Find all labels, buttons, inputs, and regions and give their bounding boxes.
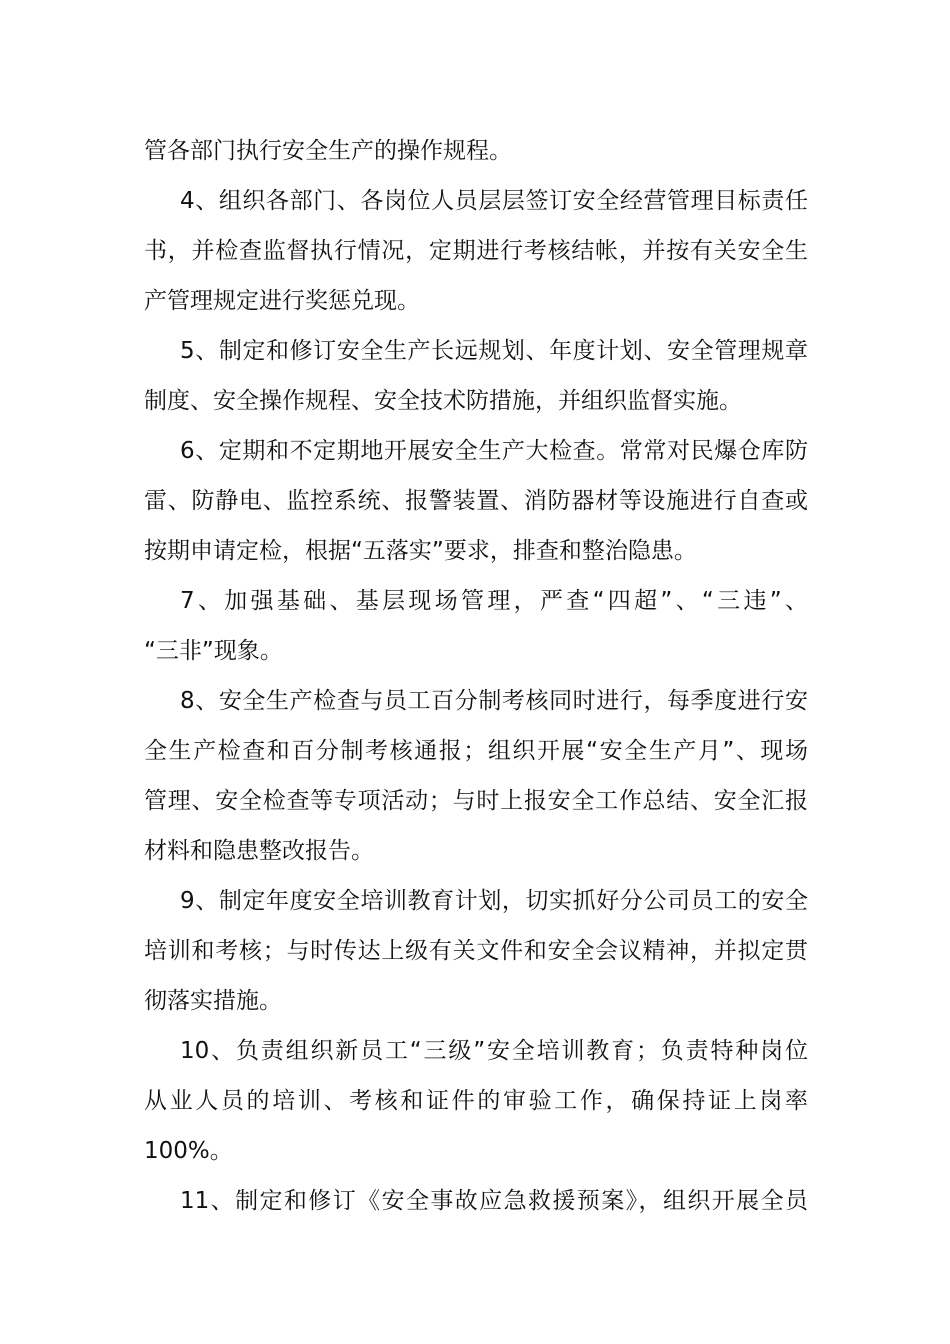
text-line: 产管理规定进行奖惩兑现。 (144, 288, 420, 314)
text-line: 8、安全生产检查与员工百分制考核同时进行，每季度进行安 (180, 688, 808, 714)
text-line: 9、制定年度安全培训教育计划，切实抓好分公司员工的安全 (180, 888, 808, 914)
text-line: 书，并检查监督执行情况，定期进行考核结帐，并按有关安全生 (144, 238, 808, 264)
document-body (144, 126, 808, 1226)
text-line: 雷、防静电、监控系统、报警装置、消防器材等设施进行自查或 (144, 488, 808, 514)
text-line: 4、组织各部门、各岗位人员层层签订安全经营管理目标责任 (180, 188, 808, 214)
text-line: 100%。 (144, 1138, 233, 1164)
text-line: 全生产检查和百分制考核通报；组织开展“安全生产月”、现场 (144, 738, 808, 764)
text-line: 6、定期和不定期地开展安全生产大检查。常常对民爆仓库防 (180, 438, 808, 464)
text-line: 11、制定和修订《安全事故应急救援预案》，组织开展全员 (180, 1188, 808, 1214)
text-line: 管理、安全检查等专项活动；与时上报安全工作总结、安全汇报 (144, 788, 808, 814)
text-line: 按期申请定检，根据“五落实”要求，排查和整治隐患。 (144, 538, 697, 564)
text-line: 从业人员的培训、考核和证件的审验工作，确保持证上岗率 (144, 1088, 808, 1114)
text-line: 5、制定和修订安全生产长远规划、年度计划、安全管理规章 (180, 338, 808, 364)
text-line: 制度、安全操作规程、安全技术防措施，并组织监督实施。 (144, 388, 742, 414)
text-line: 管各部门执行安全生产的操作规程。 (144, 138, 512, 164)
text-line: 10、负责组织新员工“三级”安全培训教育；负责特种岗位 (180, 1038, 808, 1064)
text-line: 7、加强基础、基层现场管理，严查“四超”、“三违”、 (180, 588, 808, 614)
text-line: 材料和隐患整改报告。 (144, 838, 374, 864)
text-line: 彻落实措施。 (144, 988, 282, 1014)
text-line: 培训和考核；与时传达上级有关文件和安全会议精神，并拟定贯 (144, 938, 808, 964)
text-line: “三非”现象。 (144, 638, 283, 664)
